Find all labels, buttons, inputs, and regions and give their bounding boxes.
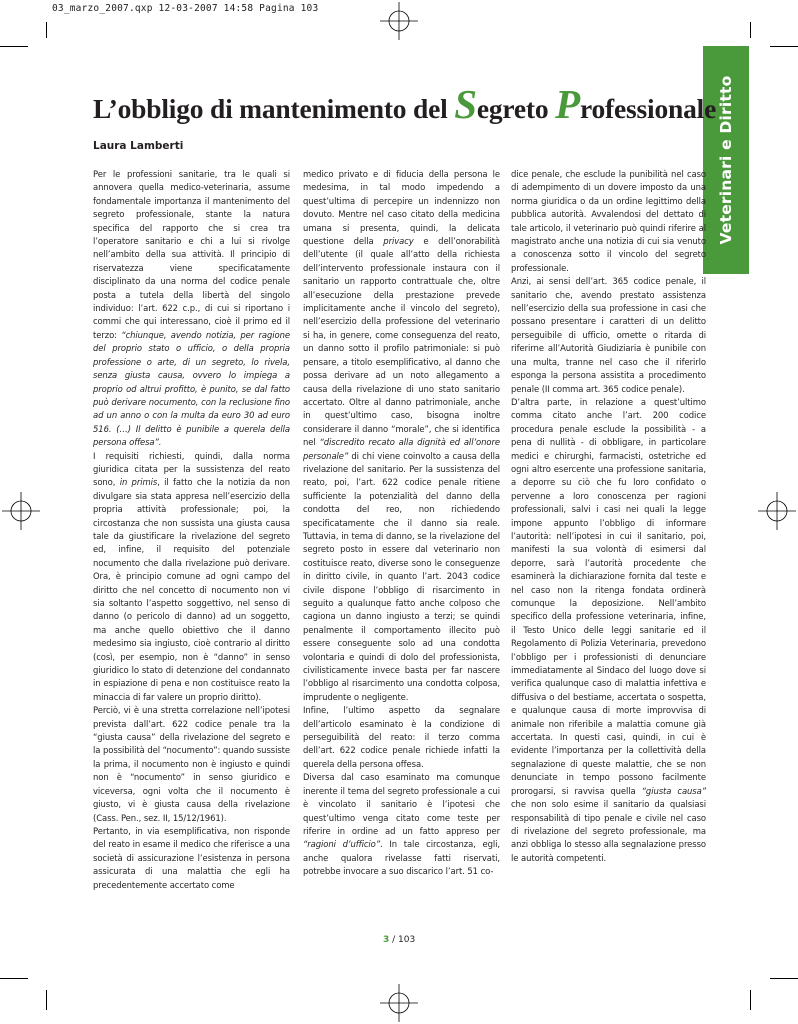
text-run: di chi viene coinvolto a causa della rivelazione del sanitario. Per la sussistenza del reato, poi, l’art. 622 codice penale ritiene sufficiente la potenzialità del danno della condotta del reo, non richiedendo specificatamente che il danno sia reale. Tuttavia, in tema di danno, se la rivelazione del segreto posto in essere dal veterinario non costituisce reato, diverse sono le conseguenze in diritto civile, in quanto l’art. 2043 codice civile dispone l’obbligo di risarcimento in seguito a qualunque fatto anche colposo che cagiona un danno ingiusto a terzi; se quindi penalmente il comportamento illecito può essere conseguente solo ad una condotta volontaria e quindi di dolo del professionista, civilisticamente invece basta per far nascere l’obbligo al risarcimento una condotta colposa, imprudente o negligente. (303, 450, 500, 702)
paragraph (93, 704, 290, 825)
crop-mark (46, 22, 47, 38)
text-run: Diversa dal caso esaminato ma comunque inerente il tema del segreto professionale a cui è vincolato il sanitario è l’ipotesi che quest’ultimo venga citato come teste per riferire in ordine ad un fatto appreso per (303, 772, 500, 836)
paragraph (511, 396, 706, 865)
page-number: 3 / 103 (383, 935, 416, 945)
italic-text-run: privacy (383, 236, 414, 247)
registration-mark-right (758, 492, 796, 530)
text-run: Per le professioni sanitarie, tra le quali si annovera quella medico-veterinaria, assume fondamentale importanza il mantenimento del segreto professionale, stante la natura specifica del rapporto che si crea tra l’operatore sanitario e chi a lui si rivolge nell’ambito della sua attività. Il principio di riservatezza viene specificatamente disciplinato da una norma del codice penale posta a tutela della libertà del singolo individuo: l’art. 622 c.p., di cui si riportano i commi che qui interessano, cioè il primo ed il terzo: (93, 169, 290, 340)
italic-text-run: “ragioni d’ufficio” (303, 839, 381, 850)
paragraph (303, 771, 500, 878)
text-run: Perciò, vi è una stretta correlazione nell’ipotesi prevista dall’art. 622 codice penale tra la “giusta causa” della rivelazione del segreto e la possibilità del “nocumento”: quando sussiste la prima, il nocumento non è ingiusto e quindi non è “nocumento” in senso giuridico e viceversa, ogni volta che il nocumento è giusto, vi è giusta causa della rivelazione (Cass. Pen., sez. II, 15/12/1961). (93, 705, 290, 823)
text-column-3 (511, 168, 706, 865)
crop-mark (0, 978, 28, 979)
title-initial-p: P (555, 81, 580, 127)
paragraph (303, 168, 500, 704)
italic-text-run: “chiunque, avendo notizia, per ragione del proprio stato o ufficio, o della propria professione o arte, di un segreto, lo rivela, senza giusta causa, ovvero lo impiega a proprio od altrui profitto, è punito, se dal fatto può derivare nocumento, con la reclusione fino ad un anno o con la multa da euro 30 ad euro 516. (…) Il delitto è punibile a querela della persona offesa”. (93, 329, 290, 448)
text-run: , il fatto che la notizia da non divulgare sia stata appresa nell’esercizio della propria attività professionale; poi, la circostanza che non sussista una giusta causa tale da giustificare la rivelazione del segreto ed, infine, il requisito del potenziale nocumento che dalla rivelazione può derivare. Ora, è principio comune ad ogni campo del diritto che nel concetto di nocumento non vi sia soltanto l’aspetto soggettivo, nel senso di danno (o pericolo di danno) ad un soggetto, ma anche quello obiettivo che il danno medesimo sia ingiusto, cioè contrario al diritto (così, per esempio, non è “danno” in senso giuridico lo stato di detenzione del condannato in espiazione di pena e non costituisce reato la minaccia di far valere un proprio diritto). (93, 477, 290, 702)
paragraph (93, 168, 290, 450)
title-initial-s: S (454, 81, 477, 127)
paragraph (511, 168, 706, 275)
text-run: medico privato e di fiducia della persona le medesima, in tal modo impedendo a quest’ultima di percepire un indennizzo non dovuto. Mentre nel caso citato della medicina umana si presenta, quindi, la delicata questione della (303, 169, 500, 247)
crop-mark (750, 22, 751, 38)
author-name: Laura Lamberti (93, 140, 184, 152)
text-run: dice penale, che esclude la punibilità nel caso di adempimento di un dovere imposto da una norma giuridica o da un ordine legittimo della pubblica autorità. Avvalendosi del dettato di tale articolo, il veterinario può quindi riferire al magistrato anche una notizia di cui sia venuto a conoscenza sotto il vincolo del segreto professionale. (511, 169, 706, 273)
crop-mark (770, 978, 798, 979)
text-run: e dell’onorabilità dell’utente (il quale all’atto della richiesta dell’intervento professionale instaura con il sanitario un rapporto contrattuale che, oltre all’esecuzione della prestazione prevede implicitamente anche il vincolo del segreto), nell’esercizio della professione del veterinario si ha, in genere, come conseguenza del reato, un danno sotto il profilo patrimoniale: si può pensare, a titolo esemplificativo, al danno che possa derivare ad un noto allegamento a causa della rivelazione di uno stato sanitario accertato. Oltre al danno patrimoniale, anche in quest’ultimo caso, bisogna inoltre considerare il danno “morale”, che si identifica nel (303, 236, 500, 448)
section-tab-label: Veterinari e Diritto (717, 75, 735, 245)
text-run: Infine, l’ultimo aspetto da segnalare dell’articolo esaminato è la condizione di perseguibilità del reato: il terzo comma dell’art. 622 codice penale richiede infatti la querela della persona offesa. (303, 705, 500, 769)
text-run: che non solo esime il sanitario da qualsiasi responsabilità di tipo penale e civile nel caso di rivelazione del segreto professionale, ma anzi obbliga lo stesso alla segnalazione presso le autorità competenti. (511, 799, 706, 863)
registration-mark-bottom (380, 984, 418, 1022)
text-run: D’altra parte, in relazione a quest’ultimo comma citato anche l’art. 200 codice procedura penale esclude la possibilità - a pena di nullità - di obbligare, in particolare medici e chirurghi, farmacisti, ostetriche ed ogni altro esercente una professione sanitaria, a deporre su ciò che fu loro confidato o pervenne a loro conoscenza per ragioni professionali, salvi i casi nei quali la legge impone appunto l’obbligo di informare l’autorità: nell’ipotesi in cui il sanitario, poi, manifesti la sua volontà di esimersi dal deporre, sarà l’autorità procedente che esaminerà la dichiarazione fornita dal teste e nel caso non la ritenga fondata ordinerà comunque la deposizione. Nell’ambito specifico della professione veterinaria, infine, il Testo Unico delle leggi sanitarie ed il Regolamento di Polizia Veterinaria, prevedono l’obbligo per i professionisti di denunciare immediatamente al Sindaco del luogo dove si verifica qualunque caso di malattia infettiva e diffusiva o del bestiame, accertata o sospetta, e qualunque causa di morte improvvisa di animale non riferibile a malattia comune già accertata. In questi casi, quindi, in cui è evidente l’importanza per la collettività della segnalazione di queste malattie, che se non denunciate in tempo possono facilmente prorogarsi, si ravvisa quella (511, 396, 706, 796)
text-run: . In tale circostanza, egli, anche qualora rivelasse fatti riservati, potrebbe invocare a suo discarico l’art. 51 co- (303, 839, 500, 877)
crop-mark (770, 46, 798, 47)
text-run: Anzi, ai sensi dell’art. 365 codice penale, il sanitario che, avendo prestato assistenza nell’esercizio della sua professione in casi che possano presentare i caratteri di un delitto perseguibile di ufficio, omette o ritarda di riferirne all’Autorità Giudiziaria è punibile con una multa, tranne nel caso che il riferirlo esponga la persona assistita a procedimento penale (II comma art. 365 codice penale). (511, 276, 706, 394)
paragraph (93, 825, 290, 892)
registration-mark-top (380, 2, 418, 40)
text-run: Pertanto, in via esemplificativa, non risponde del reato in esame il medico che riferisce a una società di assicurazione l’esistenza in persona assicurata di una malattia che egli ha precedentemente accertato come (93, 825, 290, 890)
registration-mark-left (2, 492, 40, 530)
file-slug: 03_marzo_2007.qxp 12-03-2007 14:58 Pagina 103 (52, 3, 319, 14)
italic-text-run: in primis (119, 477, 158, 488)
text-run: I requisiti richiesti, quindi, dalla norma giuridica citata per la sussistenza del reato sono, (93, 450, 290, 488)
crop-mark (0, 46, 28, 47)
italic-text-run: “discredito recato alla dignità ed all’onore personale” (303, 437, 500, 461)
section-tab (703, 46, 749, 274)
text-column-1 (93, 168, 290, 892)
paragraph (303, 704, 500, 771)
crop-mark (46, 990, 47, 1010)
article-title: L’obbligo di mantenimento del Segreto Professionale (93, 81, 717, 127)
italic-text-run: “giusta causa” (641, 785, 706, 796)
paragraph (93, 450, 290, 705)
paragraph (511, 275, 706, 396)
text-column-2 (303, 168, 500, 879)
crop-mark (750, 990, 751, 1010)
